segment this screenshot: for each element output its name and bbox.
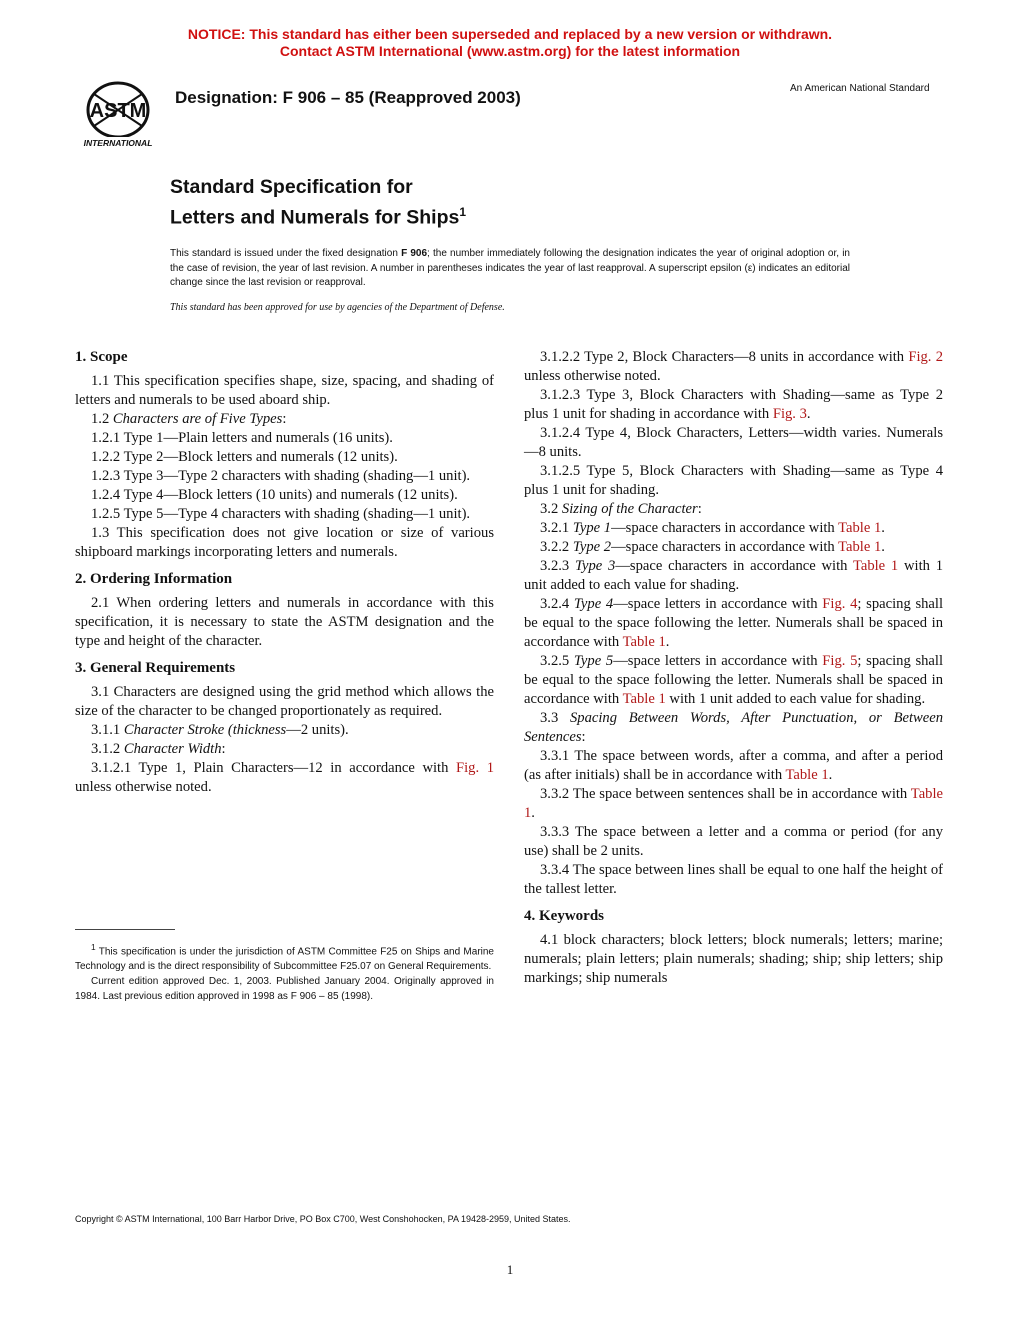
footnotes [75, 940, 494, 1004]
paragraph: 3.3.2 The space between sentences shall be in accordance with Table 1. [524, 786, 943, 821]
astm-logo [72, 80, 164, 150]
paragraph: 1.2.3 Type 3—Type 2 characters with shading (shading—1 unit). [91, 468, 471, 484]
logo-org: INTERNATIONAL [83, 138, 153, 148]
paragraph: 3.2.3 Type 3—space characters in accordance with Table 1 with 1 unit added to each value for shading. [524, 558, 943, 593]
paragraph: 3.2.1 Type 1—space characters in accordance with Table 1. [540, 520, 885, 536]
paragraph: 1.2.4 Type 4—Block letters (10 units) and numerals (12 units). [91, 487, 458, 503]
paragraph: 3.3.3 The space between a letter and a comma or period (for any use) shall be 2 units. [524, 824, 943, 859]
table-1-link[interactable]: Table 1 [852, 558, 899, 574]
table-1-link[interactable]: Table 1 [838, 520, 882, 536]
paragraph: 3.1.2.2 Type 2, Block Characters—8 units in accordance with Fig. 2 unless otherwise noted. [524, 349, 943, 384]
dod-approval-note: This standard has been approved for use by agencies of the Department of Defense. [170, 302, 505, 313]
paragraph: 3.2.2 Type 2—space characters in accordance with Table 1. [540, 539, 885, 555]
paragraph: 3.3.1 The space between words, after a comma, and after a period (as after initials) shall be in accordance with Table 1. [524, 748, 943, 783]
page-title [170, 175, 466, 231]
footnote-1: $^1$ This specification is under the jurisdiction of ASTM Committee F25 on Ships and Marine Technology and is the direct responsibility of Subcommittee F25.07 on General Requirements. [75, 942, 494, 973]
fig-1-link[interactable]: Fig. 1 [456, 760, 495, 776]
copyright: Copyright © ASTM International, 100 Barr Harbor Drive, PO Box C700, West Conshohocken, PA 19428-2959, United States. [75, 1214, 571, 1224]
paragraph: 3.1 Characters are designed using the grid method which allows the size of the character to be changed proportionately as required. [75, 684, 494, 719]
logo-mark: ASTM [89, 100, 147, 122]
section-heading-keywords: 4. Keywords [524, 908, 604, 924]
table-1-link[interactable]: Table 1 [622, 691, 666, 707]
fig-3-link[interactable]: Fig. 3 [772, 406, 807, 422]
preamble: This standard is issued under the fixed designation F 906; the number immediately following the designation indicates the year of original adoption or, in the case of revision, the year of last revision. A number in parentheses indicates the year of last reapproval. A superscript epsilon (ε) indicates an editorial change since the last revision or reapproval. [170, 248, 850, 288]
left-column [75, 348, 494, 797]
preamble-designation: F 906 [401, 248, 428, 259]
paragraph: 1.2.1 Type 1—Plain letters and numerals (16 units). [91, 430, 393, 446]
paragraph: 1.2 Characters are of Five Types: [91, 411, 287, 427]
paragraph: 1.1 This specification specifies shape, size, spacing, and shading of letters and numerals to be used aboard ship. [75, 373, 494, 408]
paragraph: 1.3 This specification does not give location or size of various shipboard markings incorporating letters and numerals. [75, 525, 494, 560]
title-line-2: Letters and Numerals for Ships [170, 206, 460, 229]
fig-5-link[interactable]: Fig. 5 [822, 653, 858, 669]
paragraph: 3.2 Sizing of the Character: [540, 501, 702, 517]
right-column [524, 348, 943, 988]
paragraph: 3.1.1 Character Stroke (thickness—2 units). [91, 722, 349, 738]
paragraph: 1.2.5 Type 5—Type 4 characters with shading (shading—1 unit). [91, 506, 471, 522]
title-footnote-ref: 1 [459, 205, 467, 219]
notice-banner [0, 26, 1020, 60]
designation: Designation: F 906 – 85 (Reapproved 2003) [175, 88, 521, 107]
notice-line-1: NOTICE: This standard has either been superseded and replaced by a new version or withdrawn. [187, 26, 833, 42]
paragraph: 3.2.4 Type 4—space letters in accordance with Fig. 4; spacing shall be equal to the space following the letter. Numerals shall be spaced in accordance with Table 1. [524, 596, 944, 650]
paragraph: 3.1.2.3 Type 3, Block Characters with Shading—same as Type 2 plus 1 unit for shading in accordance with Fig. 3. [524, 387, 943, 422]
table-1-link[interactable]: Table 1 [524, 786, 943, 821]
fig-4-link[interactable]: Fig. 4 [822, 596, 858, 612]
paragraph: 3.3 Spacing Between Words, After Punctuation, or Between Sentences: [524, 710, 944, 745]
paragraph: 3.2.5 Type 5—space letters in accordance with Fig. 5; spacing shall be equal to the space following the letter. Numerals shall be spaced in accordance with Table 1 with 1 unit added to each value for shading. [524, 653, 944, 707]
paragraph: 3.1.2.4 Type 4, Block Characters, Letters—width varies. Numerals—8 units. [524, 425, 943, 460]
paragraph: 3.3.4 The space between lines shall be equal to one half the height of the tallest letter. [524, 862, 943, 897]
section-heading-ordering: 2. Ordering Information [75, 571, 233, 587]
footnote-divider [75, 929, 175, 930]
paragraph: 3.1.2.5 Type 5, Block Characters with Shading—same as Type 4 plus 1 unit for shading. [524, 463, 943, 498]
fig-2-link[interactable]: Fig. 2 [908, 349, 943, 365]
american-national-standard: An American National Standard [790, 83, 930, 94]
table-1-link[interactable]: Table 1 [622, 634, 666, 650]
paragraph: 4.1 block characters; block letters; block numerals; letters; marine; numerals; plain letters; plain numerals; shading; ship; ship letters; ship markings; ship numerals [524, 932, 943, 986]
notice-line-2: Contact ASTM International (www.astm.org) for the latest information [279, 43, 741, 59]
footnote-edition: Current edition approved Dec. 1, 2003. Published January 2004. Originally approved in 1984. Last previous edition approved in 1998 as F 906 – 85 (1998). [75, 976, 494, 1003]
table-1-link[interactable]: Table 1 [785, 767, 829, 783]
title-line-1: Standard Specification for [170, 176, 413, 198]
paragraph: 3.1.2 Character Width: [91, 741, 226, 757]
paragraph: 3.1.2.1 Type 1, Plain Characters—12 in accordance with Fig. 1 unless otherwise noted. [75, 760, 495, 795]
section-heading-general-requirements: 3. General Requirements [75, 660, 236, 676]
paragraph: 2.1 When ordering letters and numerals in accordance with this specification, it is necessary to state the ASTM designation and the type and height of the character. [75, 595, 494, 649]
table-1-link[interactable]: Table 1 [838, 539, 882, 555]
paragraph: 1.2.2 Type 2—Block letters and numerals (12 units). [91, 449, 398, 465]
page-number: 1 [506, 1262, 514, 1277]
section-heading-scope: 1. Scope [75, 349, 128, 365]
